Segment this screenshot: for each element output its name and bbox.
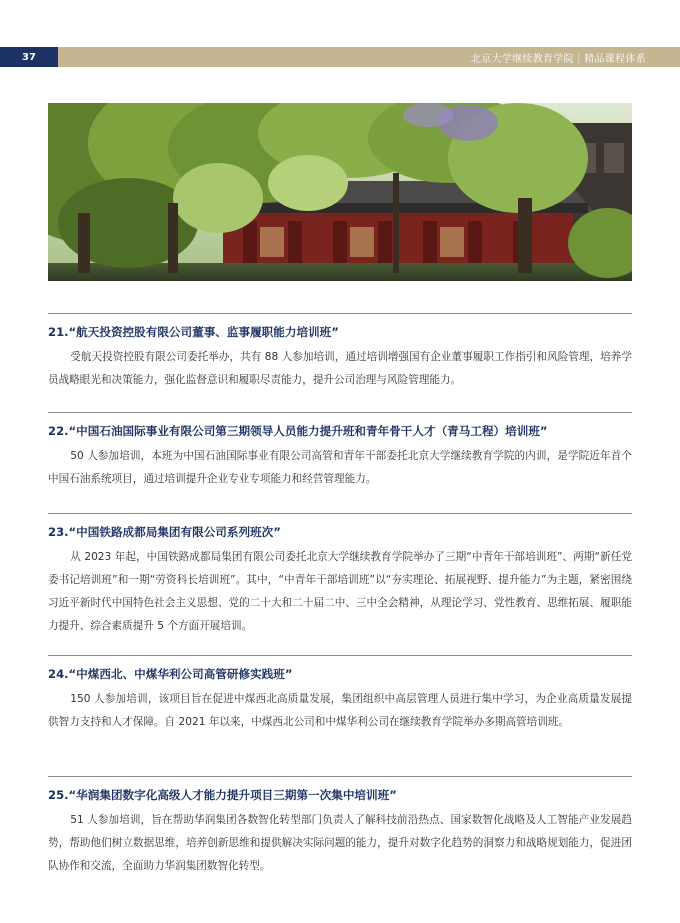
section-title: 23.“中国铁路成都局集团有限公司系列班次” bbox=[48, 525, 281, 539]
header-bar bbox=[0, 47, 680, 67]
section-21 bbox=[48, 313, 632, 392]
section-22 bbox=[48, 412, 632, 491]
section-title: 25.“华润集团数字化高级人才能力提升项目三期第一次集中培训班” bbox=[48, 788, 397, 802]
page-number: 37 bbox=[0, 47, 58, 67]
section-title: 22.“中国石油国际事业有限公司第三期领导人员能力提升班和青年骨干人才（青马工程）培训班” bbox=[48, 424, 548, 438]
section-divider bbox=[48, 412, 632, 413]
section-divider bbox=[48, 513, 632, 514]
section-title: 24.“中煤西北、中煤华利公司高管研修实践班” bbox=[48, 667, 293, 681]
section-25 bbox=[48, 776, 632, 878]
section-title: 21.“航天投资控股有限公司董事、监事履职能力培训班” bbox=[48, 325, 339, 339]
section-divider bbox=[48, 655, 632, 656]
section-24 bbox=[48, 655, 632, 734]
running-title: 北京大学继续教育学院｜精品课程体系 bbox=[470, 53, 646, 65]
section-body: 50 人参加培训，本班为中国石油国际事业有限公司高管和青年干部委托北京大学继续教育学院的内训，是学院近年首个中国石油系统项目，通过培训提升企业专业专项能力和经营管理能力。 bbox=[48, 450, 632, 485]
campus-photo bbox=[48, 103, 632, 281]
section-23 bbox=[48, 513, 632, 638]
section-body: 51 人参加培训，旨在帮助华润集团各数智化转型部门负责人了解科技前沿热点、国家数智化战略及人工智能产业发展趋势，帮助他们树立数据思维，培养创新思维和提供解决实际问题的能力，提升对数字化趋势的洞察力和战略规划能力，促进团队协作和交流，全面助力华润集团数智化转型。 bbox=[48, 814, 632, 872]
section-divider bbox=[48, 776, 632, 777]
section-body: 受航天投资控股有限公司委托举办，共有 88 人参加培训，通过培训增强国有企业董事履职工作指引和风险管理，培养学员战略眼光和决策能力，强化监督意识和履职尽责能力，提升公司治理与风险管理能力。 bbox=[48, 351, 632, 386]
section-body: 150 人参加培训，该项目旨在促进中煤西北高质量发展，集团组织中高层管理人员进行集中学习，为企业高质量发展提供智力支持和人才保障。自 2021 年以来，中煤西北公司和中煤华利公司在继续教育学院举办多期高管培训班。 bbox=[48, 693, 632, 728]
section-divider bbox=[48, 313, 632, 314]
section-body: 从 2023 年起，中国铁路成都局集团有限公司委托北京大学继续教育学院举办了三期“中青年干部培训班”、两期“新任党委书记培训班”和一期“劳资科长培训班”。其中，“中青年干部培训班”以“夯实理论、拓展视野、提升能力”为主题，紧密围绕习近平新时代中国特色社会主义思想、党的二十大和二十届二中、三中全会精神，从理论学习、党性教育、思维拓展、履职能力提升、综合素质提升 5 个方面开展培训。 bbox=[48, 551, 632, 632]
